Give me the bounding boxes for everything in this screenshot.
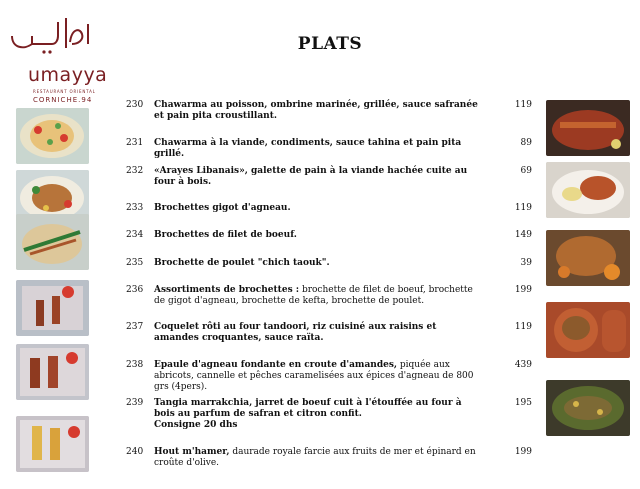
item-price: 199 xyxy=(514,447,532,457)
item-name: Brochettes gigot d'agneau. xyxy=(154,203,291,213)
food-photo-mixed-grill xyxy=(546,100,630,156)
logo-subtitle: RESTAURANT ORIENTAL xyxy=(33,89,96,94)
item-description: brochette de filet de boeuf, brochette de gigot d'agneau, brochette de kefta, brochette de poulet. xyxy=(154,285,473,306)
item-number: 238 xyxy=(126,360,144,370)
item-price: 89 xyxy=(520,138,532,148)
logo-name: umayya xyxy=(28,64,108,86)
page-title: PLATS xyxy=(297,34,363,54)
item-number: 231 xyxy=(126,138,144,148)
item-price: 119 xyxy=(514,100,532,110)
item-price: 69 xyxy=(520,166,532,176)
item-name: Hout m'hamer, xyxy=(154,447,230,457)
item-name: «Arayes Libanais», galette de pain à la viande hachée cuite au four à bois. xyxy=(154,166,468,187)
item-number: 234 xyxy=(126,230,144,240)
food-photo-arayes xyxy=(16,214,89,270)
item-price: 195 xyxy=(514,398,532,408)
item-description: piquée aux abricots, cannelle et pêches caramelisées aux épices d'agneau de 800 grs (4pers). xyxy=(154,360,474,392)
item-number: 239 xyxy=(126,398,144,408)
item-number: 236 xyxy=(126,285,144,295)
food-photo-roast-chicken xyxy=(546,162,630,218)
item-number: 237 xyxy=(126,322,144,332)
food-photo-tangia xyxy=(546,302,630,358)
item-price: 439 xyxy=(514,360,532,370)
food-photo-hout-mhamer xyxy=(546,380,630,436)
item-name: Tangia marrakchia, jarret de boeuf cuit à l'étouffée au four à bois au parfum de safran et citron confit. xyxy=(154,398,462,419)
logo-location: CORNICHE.94 xyxy=(33,96,93,104)
item-name: Epaule d'agneau fondante en croute d'amandes, xyxy=(154,360,398,370)
item-name: Brochette de poulet "chich taouk". xyxy=(154,258,330,268)
item-extra-note: Consigne 20 dhs xyxy=(154,420,238,430)
item-number: 232 xyxy=(126,166,144,176)
item-price: 149 xyxy=(514,230,532,240)
item-name: Chawarma à la viande, condiments, sauce tahina et pain pita grillé. xyxy=(154,138,462,159)
item-price: 39 xyxy=(520,258,532,268)
item-name: Chawarma au poisson, ombrine marinée, grillée, sauce safranée et pain pita croustillant. xyxy=(154,100,478,121)
item-number: 240 xyxy=(126,447,144,457)
item-price: 119 xyxy=(514,203,532,213)
item-number: 233 xyxy=(126,203,144,213)
food-photo-chicken-skewers xyxy=(16,416,89,472)
item-name: Brochettes de filet de boeuf. xyxy=(154,230,297,240)
food-photo-brochettes xyxy=(16,280,89,336)
food-photo-shawarma-fish xyxy=(16,108,89,164)
food-photo-kefta-skewers xyxy=(16,344,89,400)
item-name: Coquelet rôti au four tandoori, riz cuisiné aux raisins et amandes croquantes, sauce raïta. xyxy=(154,322,437,343)
item-price: 119 xyxy=(514,322,532,332)
item-name: Assortiments de brochettes : xyxy=(154,285,300,295)
item-number: 230 xyxy=(126,100,144,110)
food-photo-lamb-shoulder xyxy=(546,230,630,286)
restaurant-logo xyxy=(6,14,108,104)
logo-calligraphy-icon xyxy=(6,14,106,64)
item-description: daurade royale farcie aux fruits de mer et épinard en croûte d'olive. xyxy=(154,447,476,468)
item-number: 235 xyxy=(126,258,144,268)
item-price: 199 xyxy=(514,285,532,295)
